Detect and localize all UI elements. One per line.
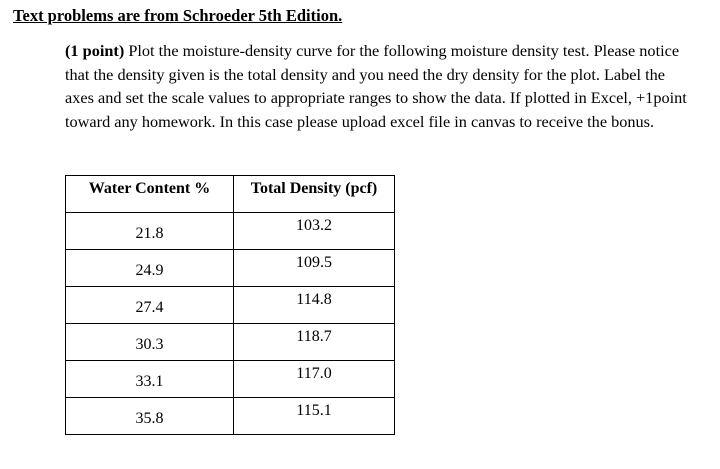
total-density-value: 109.5 xyxy=(296,254,332,271)
problem-text: Plot the moisture-density curve for the following moisture density test. Please notice that the density given is the total density and you need the dry density for the plot. Label the axes and set the scale values to appropriate ranges to show the data. If plotted in Excel, +1point toward any homework. In this case please upload excel file in canvas to receive the bonus. xyxy=(65,41,687,131)
total-density-cell xyxy=(234,213,395,250)
table-row xyxy=(66,324,395,361)
header-total-density: Total Density (pcf) xyxy=(234,176,395,213)
problem-statement xyxy=(65,39,697,133)
water-content-cell xyxy=(66,287,234,324)
total-density-value: 118.7 xyxy=(296,328,332,345)
table-header-row xyxy=(66,176,395,213)
total-density-cell xyxy=(234,287,395,324)
water-content-value: 35.8 xyxy=(135,410,164,427)
total-density-value: 103.2 xyxy=(296,217,332,234)
total-density-cell xyxy=(234,361,395,398)
total-density-value: 117.0 xyxy=(296,365,332,382)
table-row xyxy=(66,361,395,398)
table-row xyxy=(66,250,395,287)
total-density-value: 114.8 xyxy=(296,291,332,308)
total-density-cell xyxy=(234,250,395,287)
water-content-cell xyxy=(66,324,234,361)
header-water-content: Water Content % xyxy=(66,176,234,213)
page-heading: Text problems are from Schroeder 5th Edition. xyxy=(13,6,343,25)
table-row xyxy=(66,213,395,250)
total-density-cell xyxy=(234,398,395,435)
table-row xyxy=(66,287,395,324)
water-content-value: 30.3 xyxy=(135,336,164,353)
table-row xyxy=(66,398,395,435)
water-content-value: 33.1 xyxy=(135,373,164,390)
water-content-cell xyxy=(66,398,234,435)
total-density-value: 115.1 xyxy=(296,402,332,419)
water-content-cell xyxy=(66,213,234,250)
problem-points: (1 point) xyxy=(65,41,125,60)
total-density-cell xyxy=(234,324,395,361)
water-content-cell xyxy=(66,250,234,287)
water-content-value: 27.4 xyxy=(135,299,164,316)
moisture-density-table xyxy=(65,175,395,435)
water-content-value: 24.9 xyxy=(135,262,164,279)
water-content-cell xyxy=(66,361,234,398)
water-content-value: 21.8 xyxy=(135,225,164,242)
